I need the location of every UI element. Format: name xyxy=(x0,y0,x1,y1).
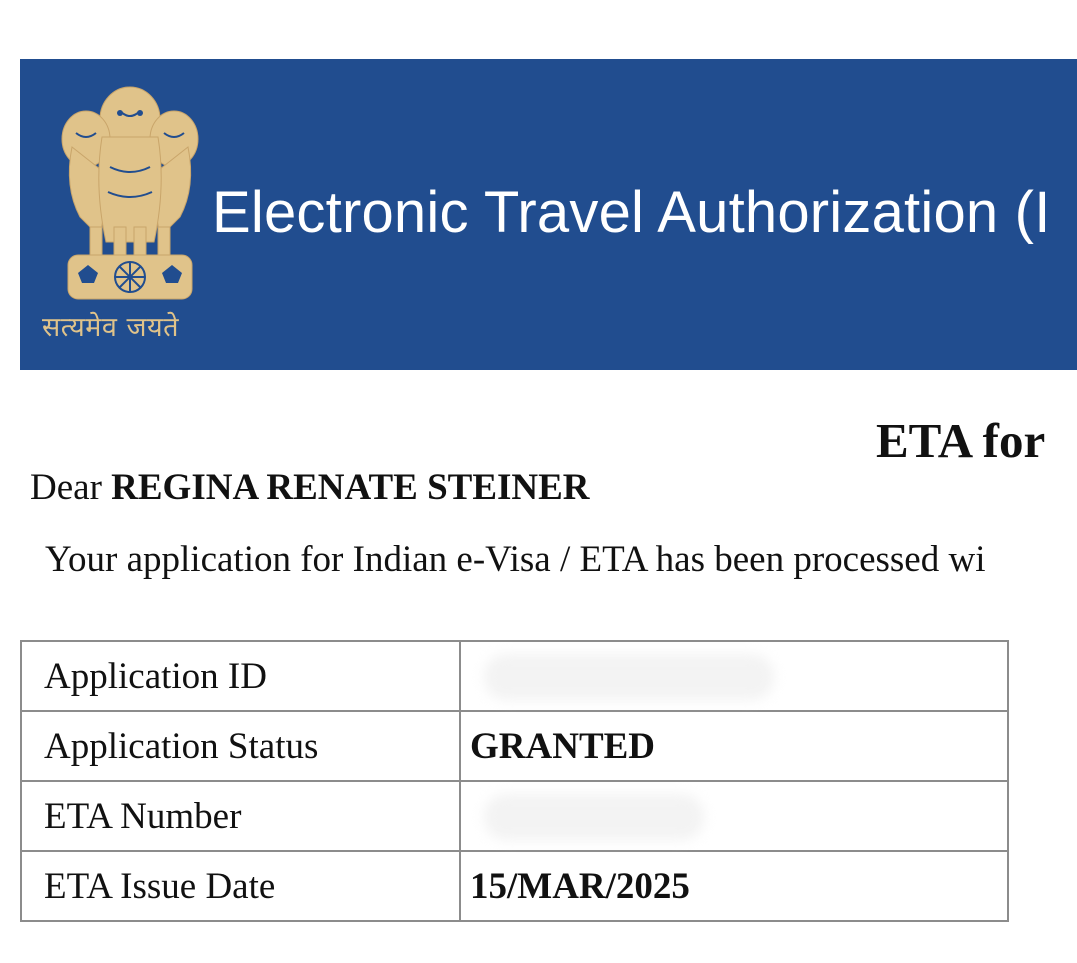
redaction-mark xyxy=(484,794,704,840)
table-row xyxy=(21,781,1008,851)
table-row xyxy=(21,641,1008,711)
applicant-name: REGINA RENATE STEINER xyxy=(111,467,590,508)
page-heading: ETA for xyxy=(876,413,1046,468)
intro-text: Your application for Indian e-Visa / ETA has been processed wi xyxy=(45,539,986,580)
eta-issue-date-label: ETA Issue Date xyxy=(21,851,460,921)
application-id-label: Application ID xyxy=(21,641,460,711)
application-id-value xyxy=(460,641,1008,711)
application-status-value: GRANTED xyxy=(460,711,1008,781)
eta-number-label: ETA Number xyxy=(21,781,460,851)
eta-issue-date-value: 15/MAR/2025 xyxy=(460,851,1008,921)
redaction-mark xyxy=(484,654,774,700)
salutation xyxy=(30,466,590,509)
eta-number-value xyxy=(460,781,1008,851)
table-row xyxy=(21,711,1008,781)
table-row xyxy=(21,851,1008,921)
application-details-table xyxy=(20,640,1009,922)
banner-title: Electronic Travel Authorization (I xyxy=(212,180,1051,245)
emblem-motto: सत्यमेव जयते xyxy=(42,312,180,343)
application-status-label: Application Status xyxy=(21,711,460,781)
header-banner xyxy=(20,59,1077,370)
salutation-prefix: Dear xyxy=(30,467,102,508)
national-emblem-icon xyxy=(50,77,210,307)
